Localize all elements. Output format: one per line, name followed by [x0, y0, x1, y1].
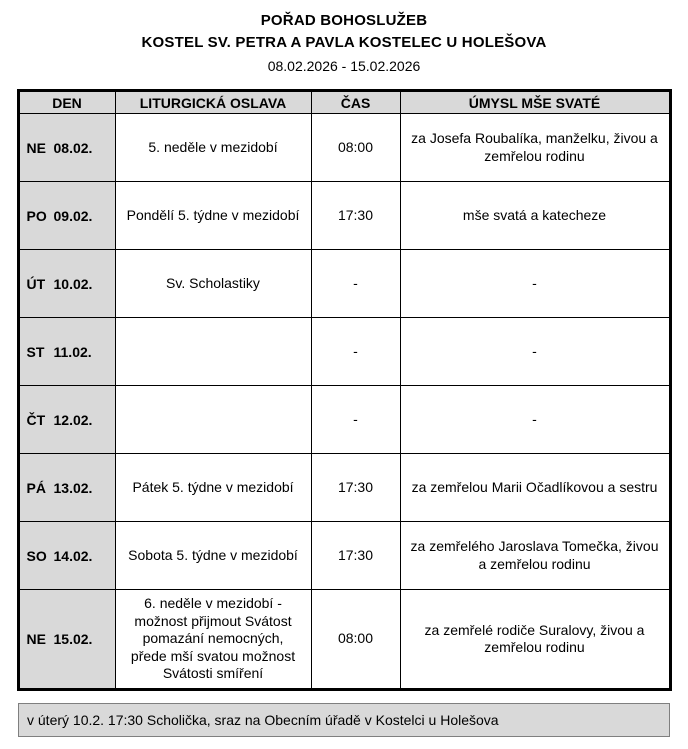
table-body	[18, 114, 670, 690]
day-abbr: ST	[26, 343, 45, 360]
time-cell: -	[311, 250, 400, 318]
header-cell-cas: ČAS	[311, 91, 400, 114]
table-row	[18, 114, 670, 182]
time-cell: 17:30	[311, 522, 400, 590]
page-title: POŘAD BOHOSLUŽEB	[260, 12, 428, 29]
time-cell: 17:30	[311, 182, 400, 250]
table-row	[18, 318, 670, 386]
day-abbr: ÚT	[26, 275, 46, 292]
table-row	[18, 250, 670, 318]
celebration-cell: Pátek 5. týdne v mezidobí	[115, 454, 311, 522]
day-date: 08.02.	[53, 139, 93, 156]
day-date: 11.02.	[53, 343, 92, 360]
footer-note: v úterý 10.2. 17:30 Scholička, sraz na Obecním úřadě v Kostelci u Holešova	[18, 703, 670, 737]
celebration-cell: 6. neděle v mezidobí - možnost přijmout Svátost pomazání nemocných, přede mší svatou možnost Svátosti smíření	[115, 590, 311, 690]
intention-cell: -	[400, 386, 670, 454]
time-cell: 08:00	[311, 590, 400, 690]
day-cell	[18, 182, 115, 250]
celebration-cell: Pondělí 5. týdne v mezidobí	[115, 182, 311, 250]
day-cell	[18, 386, 115, 454]
day-date: 09.02.	[53, 207, 93, 224]
table-row	[18, 590, 670, 690]
table-header	[18, 91, 670, 114]
document-header	[0, 0, 688, 74]
celebration-cell	[115, 386, 311, 454]
intention-cell: -	[400, 318, 670, 386]
schedule-table	[17, 89, 672, 691]
day-cell	[18, 114, 115, 182]
day-cell	[18, 454, 115, 522]
day-abbr: NE	[26, 631, 46, 647]
intention-cell: za zemřelou Marii Očadlíkovou a sestru	[400, 454, 670, 522]
day-cell	[18, 250, 115, 318]
day-abbr: PO	[26, 207, 47, 224]
header-cell-umysl: ÚMYSL MŠE SVATÉ	[400, 91, 670, 114]
intention-cell: za zemřelé rodiče Suralovy, živou a zemřelou rodinu	[400, 590, 670, 690]
day-date: 15.02.	[53, 631, 93, 647]
day-cell	[18, 590, 115, 690]
table-row	[18, 182, 670, 250]
table-row	[18, 454, 670, 522]
day-cell	[18, 522, 115, 590]
table-row	[18, 522, 670, 590]
celebration-cell: Sv. Scholastiky	[115, 250, 311, 318]
intention-cell: mše svatá a katecheze	[400, 182, 670, 250]
day-abbr: NE	[26, 139, 46, 156]
day-date: 14.02.	[53, 547, 93, 564]
intention-cell: za zemřelého Jaroslava Tomečka, živou a zemřelou rodinu	[400, 522, 670, 590]
church-subtitle: KOSTEL SV. PETRA A PAVLA KOSTELEC U HOLEŠOVA	[141, 34, 547, 51]
day-abbr: PÁ	[26, 479, 46, 496]
day-date: 13.02.	[53, 479, 93, 496]
header-row	[18, 91, 670, 114]
celebration-cell	[115, 318, 311, 386]
day-cell	[18, 318, 115, 386]
time-cell: 17:30	[311, 454, 400, 522]
day-date: 12.02.	[53, 411, 93, 428]
day-date: 10.02.	[53, 275, 93, 292]
day-abbr: ČT	[26, 411, 46, 428]
celebration-cell: Sobota 5. týdne v mezidobí	[115, 522, 311, 590]
table-row	[18, 386, 670, 454]
header-cell-den: DEN	[18, 91, 115, 114]
time-cell: 08:00	[311, 114, 400, 182]
time-cell: -	[311, 386, 400, 454]
date-range: 08.02.2026 - 15.02.2026	[267, 58, 421, 74]
header-cell-liturgicka-oslava: LITURGICKÁ OSLAVA	[115, 91, 311, 114]
day-abbr: SO	[26, 547, 47, 564]
intention-cell: za Josefa Roubalíka, manželku, živou a zemřelou rodinu	[400, 114, 670, 182]
time-cell: -	[311, 318, 400, 386]
intention-cell: -	[400, 250, 670, 318]
celebration-cell: 5. neděle v mezidobí	[115, 114, 311, 182]
